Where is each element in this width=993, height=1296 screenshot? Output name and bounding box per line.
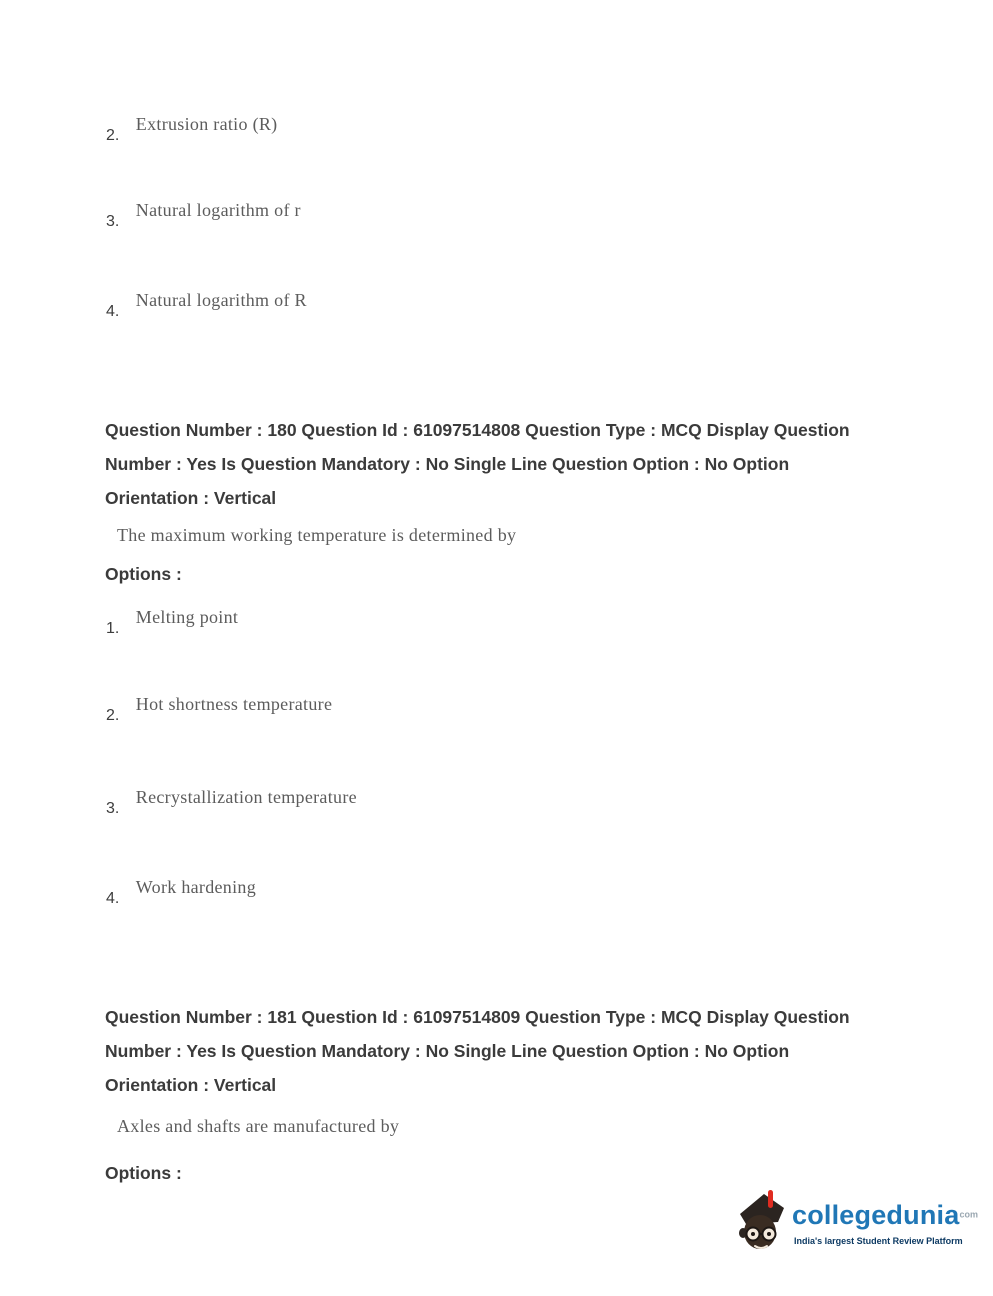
option-text: Extrusion ratio (R) <box>135 114 278 134</box>
collegedunia-mascot-icon <box>738 1188 788 1260</box>
collegedunia-logo <box>738 1188 978 1264</box>
question-header-line: Orientation : Vertical <box>105 1075 277 1095</box>
q180-option-1 <box>106 607 239 638</box>
q180-option-4 <box>106 877 257 908</box>
question-180-options-label: Options : <box>105 564 182 584</box>
question-181-header <box>105 1000 895 1102</box>
option-number: 3. <box>106 800 120 817</box>
option-text: Work hardening <box>135 877 257 897</box>
question-180-text: The maximum working temperature is determined by <box>117 525 517 545</box>
option-number: 2. <box>106 127 120 144</box>
option-number: 1. <box>106 620 120 637</box>
prev-option-3 <box>106 200 301 231</box>
option-text: Natural logarithm of r <box>135 200 301 220</box>
option-text: Recrystallization temperature <box>135 787 357 807</box>
question-181-text: Axles and shafts are manufactured by <box>117 1116 400 1136</box>
collegedunia-wordmark <box>792 1200 978 1231</box>
collegedunia-tagline: India's largest Student Review Platform <box>794 1236 963 1246</box>
collegedunia-brand-text: collegedunia <box>792 1200 960 1230</box>
question-header-line: Question Number : 180 Question Id : 61097514808 Question Type : MCQ Display Question <box>105 420 850 440</box>
prev-option-4 <box>106 290 307 321</box>
q180-option-2 <box>106 694 333 725</box>
question-181-options-label: Options : <box>105 1163 182 1183</box>
question-header-line: Number : Yes Is Question Mandatory : No Single Line Question Option : No Option <box>105 454 790 474</box>
option-text: Melting point <box>135 607 239 627</box>
question-header-line: Orientation : Vertical <box>105 488 277 508</box>
question-header-line: Question Number : 181 Question Id : 61097514809 Question Type : MCQ Display Question <box>105 1007 850 1027</box>
option-number: 4. <box>106 303 120 320</box>
prev-option-2 <box>106 114 278 145</box>
question-180-header <box>105 413 895 515</box>
option-number: 2. <box>106 707 120 724</box>
option-text: Hot shortness temperature <box>135 694 333 714</box>
q180-option-3 <box>106 787 357 818</box>
option-text: Natural logarithm of R <box>135 290 307 310</box>
collegedunia-tld-text: com <box>959 1209 978 1220</box>
question-header-line: Number : Yes Is Question Mandatory : No Single Line Question Option : No Option <box>105 1041 790 1061</box>
option-number: 4. <box>106 890 120 907</box>
option-number: 3. <box>106 213 120 230</box>
